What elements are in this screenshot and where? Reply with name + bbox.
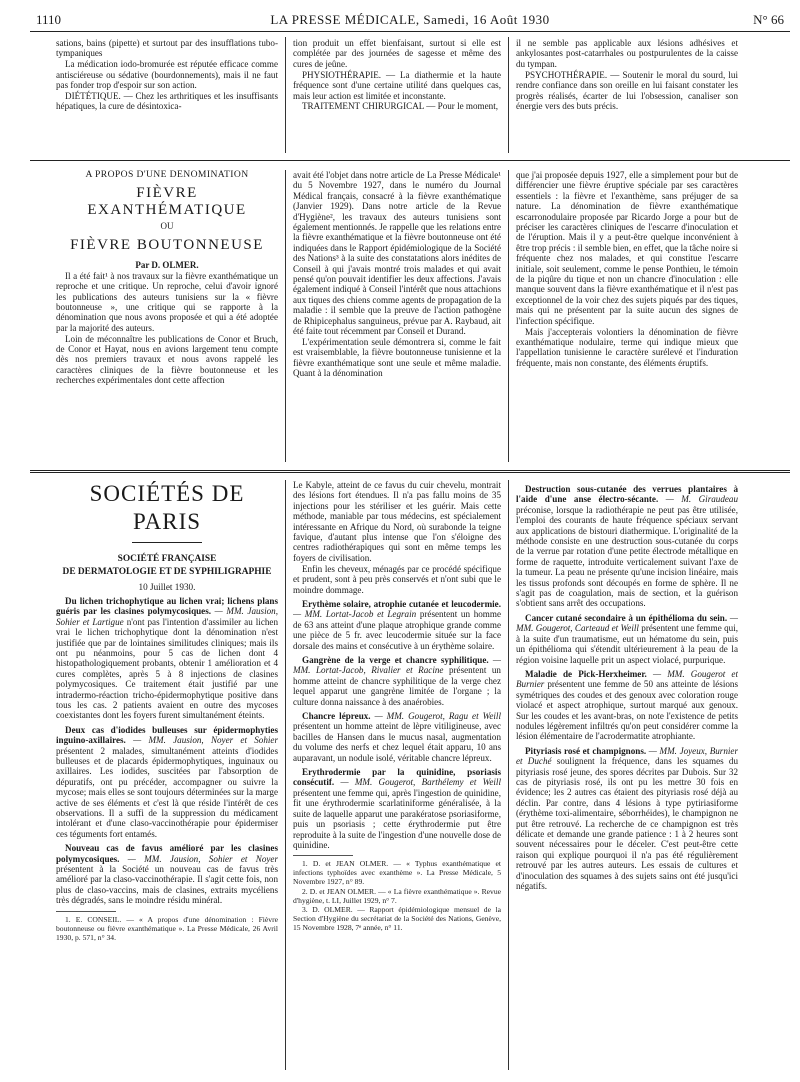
communication-title: Erythrodermie par la quinidine, psoriasis consécutif. <box>293 767 501 788</box>
article-title: FIÈVRE EXANTHÉMATIQUE <box>87 185 247 219</box>
society-name: SOCIÉTÉ FRANÇAISE <box>117 554 217 564</box>
column-divider <box>508 170 509 462</box>
communication-authors: — M. Giraudeau <box>665 494 738 505</box>
olmer-column-3 <box>516 170 738 468</box>
communication-text: présentent un homme atteint de chancre syphilitique de la verge chez lequel apparut une gangrène limitée de l'organe ; la culture donna naissance à des anaérobies. <box>293 665 501 707</box>
communication-authors: — MM. Jausion, Sohier et Noyer <box>127 853 278 864</box>
communication <box>293 711 501 763</box>
communication <box>516 484 738 609</box>
society-name-2: DE DERMATOLOGIE ET DE SYPHILIGRAPHIE <box>62 566 272 577</box>
header-rule <box>30 31 790 32</box>
top-column-3 <box>516 38 738 156</box>
communication <box>56 843 278 905</box>
section-rule <box>30 472 790 473</box>
paragraph: avait été l'objet dans notre article de La Presse Médicale¹ du 5 Novembre 1927, dans le numéro du Journal Médical français, consacré à la fièvre exanthématique (Janvier 1929). Dans notre article de la Revue d'Hygiène², les travaux des auteurs tunisiens sont également mentionnés. Je rappelle que les relations entre la fièvre exanthématique et la fièvre boutonneuse ont été indiquées dans le Rapport épidémiologique de la Société des Nations³ à la suite des constatations alors inédites de Conseil à qui j'avais montré trois malades et qui avait pensé qu'on pouvait identifier les deux affections. J'avais également indiqué à Conseil l'intérêt que nous attachions aux tiques des chiens comme agents de propagation de la maladie : il semble que la preuve de l'action pathogène de Rhipicephalus sanguineus, prévue par A. Raybaud, ait été faite tout récemment par Conseil et Durand. <box>293 170 501 337</box>
title-rule <box>132 542 202 543</box>
communication-authors: — MM. Gougerot et Burnier <box>516 668 738 690</box>
communication-authors: — MM. Joyeux, Burnier et Duché <box>516 745 738 767</box>
communication-authors: — MM. Jausion, Sohier et Lartigue <box>56 606 278 627</box>
paragraph: PHYSIOTHÉRAPIE. — La diathermie et la haute fréquence sont d'une certaine utilité dans quelques cas, mais leur action est limitée et inconstante. <box>293 69 501 101</box>
communication-title: Chancre lépreux. <box>302 711 371 722</box>
communication <box>56 596 278 721</box>
top-column-1 <box>56 38 278 156</box>
communications-list <box>56 596 278 906</box>
communication <box>293 767 501 850</box>
communication-authors: — MM. Lortat-Jacob, Rivalier et Racine <box>293 655 501 676</box>
section-rule <box>30 160 790 161</box>
communication-title: Maladie de Pick-Herxheimer. <box>525 668 647 679</box>
communication-text: présentent une femme qui, après l'ingestion de quinidine, fit une érythrodermie scarlatiniforme généralisée, à la suite de laquelle apparut une parakératose psoriasiforme, puis un psoriasis ; cette érythrodermie put être reproduite à la suite de l'ingestion d'une nouvelle dose de quinidine. <box>293 787 501 850</box>
communication-title: Destruction sous-cutanée des verrues plantaires à l'aide d'une anse électro-sécante. <box>516 484 738 505</box>
paragraph: L'expérimentation seule démontrera si, comme le fait est vraisemblable, la fièvre boutonneuse tunisienne et la fièvre exanthématique sont une seule et même maladie. Quant à la dénomination <box>293 337 501 379</box>
page-number: 1110 <box>36 12 62 27</box>
paragraph: que j'ai proposée depuis 1927, elle a simplement pour but de différencier une fièvre éruptive spéciale par ses caractères essentiels : la fièvre et l'exanthème, sans préjuger de sa nature. La dénomination de fièvre exanthématique escarronodulaire proposée par Ricardo Jorge a pour but de préciser les caractères cliniques de l'escarre d'inoculation et de l'éruption. Mais il y a peut-être quelque inconvénient à être trop précis : il semble bien, en effet, que la tâche noire si fréquente chez nos malades, et qui constitue l'escarre initiale, soit seulement, comme le pense Ponthieu, le témoin de la piqûre du tique et non un chancre d'inoculation : elle manque souvent dans la fièvre exanthématique et il n'est pas exceptionnel de la voir chez des sujets piqués par des tiques, mais qui ne présentent par la suite aucun des signes de l'infection spécifique. <box>516 170 738 326</box>
communication-authors: — MM. Gougerot, Carteaud et Weill <box>516 612 738 634</box>
communication-text: soulignent la fréquence, dans les squames du pityriasis rosé jeune, des spores décrites par Dubois. Sur 32 cas de pityriasis rosé, ils ont pu les mettre 30 fois en évidence; les 2 autres cas étaient des pityriasis rosé déjà au déclin. Par contre, dans 4 lésions à type pytiriasiforme (érythème toxi-alimentaire, séborrhéides), le champignon ne put être retrouvé. La recherche de ce champignon est très délicate et demande une grande patience : 1 à 2 heures sont souvent nécessaires pour le déceler. C'est peut-être cette raison qui explique pourquoi il n'a pas été régulièrement retrouvé par les autres auteurs. Les essais de cultures et d'inoculation des squames à des sujets sains ont été jusqu'ici négatifs. <box>516 756 738 892</box>
page-header <box>30 10 790 32</box>
communication-authors: — MM. Lortat-Jacob et Legrain <box>293 609 417 620</box>
paragraph: Il a été fait¹ à nos travaux sur la fièvre exanthématique un reproche et une critique. Un reproche, celui d'avoir ignoré les publications des auteurs tunisiens sur la « fièvre boutonneuse », une critique qui se rapporte à la dénomination que nous avons proposée et qui a été adoptée par la majorité des auteurs. <box>56 270 278 333</box>
societes-column-1 <box>56 480 278 1076</box>
paragraph: Enfin les cheveux, ménagés par ce procédé spécifique et prudent, sont à peu près conservés et n'ont subi que le moindre dommage. <box>293 563 501 595</box>
article-title-ou: OU <box>160 221 174 232</box>
communication <box>516 613 738 665</box>
footnote-rule <box>56 911 116 912</box>
communications-list <box>293 599 501 850</box>
paragraph: il ne semble pas applicable aux lésions adhésives et ankylosantes post-catarrhales ou postpurulentes de la caisse du tympan. <box>516 38 738 69</box>
article-author: Par D. OLMER. <box>135 259 199 270</box>
communication-title: Deux cas d'iodides bulleuses sur épidermophyties inguino-axillaires. <box>56 724 278 746</box>
column-divider <box>508 37 509 153</box>
communication-text: présentent un homme de 63 ans atteint d'une plaque atrophique grande comme une pièce de 5 fr. avec leucodermie située sur la face dorsale des mains et consécutive à un érythème solaire. <box>293 609 501 651</box>
communication-text: présentent 2 malades, simultanément atteints d'iodides bulleuses et de placards épidermophytiques, inguinaux ou axillaires. Les iodides, suscitées par l'absorption de dépuratifs, ont pu précéder, accompagner ou suivre la mycose; mais elles se sont toujours déterminées sur la marge active de ses éléments et c'est là que réside l'intérêt de ces observations. Il a suffi de la suppression du médicament intolérant et d'une claso-vaccinothérapie pour épidermiser ces téguments fort entamés. <box>56 745 278 839</box>
communication-text: présentent à la Société un nouveau cas de favus très amélioré par la claso-vaccinothérapie. Il s'agit cette fois, non plus de claso-vaccins, mais de clasines, extraits mycéliens très dégradés, sans le moindre résidu minéral. <box>56 864 278 906</box>
communication-authors: — MM. Gougerot, Barthélemy et Weill <box>340 777 501 788</box>
paragraph: PSYCHOTHÉRAPIE. — Soutenir le moral du sourd, lui rendre confiance dans son oreille en lui faisant constater les progrès réalisés, écarter de lui l'obsession, canaliser son énergie vers des buts précis. <box>516 69 738 111</box>
column-divider <box>285 170 286 462</box>
communication-text: présentent une femme qui, à la suite d'un traumatisme, eut un hématome du sein, puis un épithélioma qui s'étendit ultérieurement à la peau de la région voisine laquelle prit un aspect violacé, purpurique. <box>516 623 738 665</box>
paragraph: tion produit un effet bienfaisant, surtout si elle est complétée par des journées de sagesse et même des cures de jeûne. <box>293 38 501 69</box>
paragraph: Mais j'accepterais volontiers la dénomination de fièvre exanthématique nodulaire, terme qui indique mieux que l'appellation tunisienne le caractère surélevé et l'induration fréquente, mais non constante, des éléments éruptifs. <box>516 326 738 368</box>
communications-list <box>516 484 738 891</box>
communication-text: préconise, lorsque la radiothérapie ne peut pas être utilisée, l'emploi des courants de haute fréquence spéciaux servant aux applications de bistouri diathermique. L'originalité de la méthode consiste en une destruction sous-cutanée du corps de la verrue par rotation d'une petite électrode métallique en forme de raquette, introduite verticalement suivant l'axe de la tumeur. La peau ne présente qu'une incision linéaire, mais les tissus profonds sont découpés en forme de sphère. Il ne s'agit pas de coagulation, mais de section, et la guérison s'obtient sans arrêt des occupations. <box>516 504 738 609</box>
societes-column-2 <box>293 480 501 1076</box>
communication-text: présentent une femme de 50 ans atteinte de lésions symétriques des coudes et des genoux avec coloration rouge violacé et aspect atrophique, surtout marqué aux genoux. Sur les coudes et les avant-bras, on note l'existence de petits nodules légèrement infiltrés qu'on peut considérer comme la lésion élémentaire de l'acrodermatite atrophiante. <box>516 679 738 742</box>
paragraph: La médication iodo-bromurée est réputée efficace comme antisciéreuse ou sédative (bourdonnements), mais il ne faut pas fonder trop d'espoir sur son action. <box>56 59 278 91</box>
communication <box>293 655 501 707</box>
communication-text: n'ont pas l'intention d'assimiler au lichen vrai le lichen trichophytique dont la dénomination n'est justifiée que par de lointaines similitudes cliniques; mais ils ont pu néanmoins, pour 5 cas de lichen dont 4 histopathologiquement probants, obtenir 1 amélioration et 4 cures complètes, après 5 à 8 injections de clasines polymycosiques. Ce traitement était justifié par une intradermo-réaction tricho-épidermophytique positive dans tous les cas. 2 patients avaient en outre des mycoses coexistantes dont les foyers furent simultanément éteints. <box>56 616 278 721</box>
running-title: LA PRESSE MÉDICALE, Samedi, 16 Août 1930 <box>270 12 550 27</box>
communication-text: présentent un homme atteint de lèpre vitiligineuse, avec bacilles de Hansen dans le mucus nasal, augmentation du volume des nerfs et chez lequel était apparu, 10 ans auparavant, un nodule isolé, véritable chancre lépreux. <box>293 721 501 763</box>
paragraph: sations, bains (pipette) et surtout par des insufflations tubo-tympaniques <box>56 38 278 59</box>
column-divider <box>285 480 286 1070</box>
olmer-column-2 <box>293 170 501 468</box>
communication-title: Du lichen trichophytique au lichen vrai; lichens plans guéris par les clasines polymycosiques. <box>56 595 278 617</box>
footnote-rule <box>293 855 353 856</box>
footnote: 1. D. et JEAN OLMER. — « Typhus exanthématique et infections typhoïdes avec exanthème ». La Presse Médicale, 5 Novembre 1927, n° 89. <box>293 859 501 887</box>
communication <box>293 599 501 651</box>
paragraph: Le Kabyle, atteint de ce favus du cuir chevelu, montrait des lésions fort étendues. Il n'a pas fallu moins de 35 injections pour les stériliser et les guérir. Mais cette méthode, maniable par tous médecins, est spécialement intéressante en Afrique du Nord, où surabonde la teigne favique, d'autant plus intense que l'on s'éloigne des centres radiothérapiques qui sont en même temps les foyers de civilisation. <box>293 480 501 563</box>
article-kicker: A PROPOS D'UNE DÉNOMINATION <box>85 170 249 180</box>
top-column-2 <box>293 38 501 156</box>
column-divider <box>285 37 286 153</box>
communication-title: Nouveau cas de favus amélioré par les clasines polymycosiques. <box>56 843 278 864</box>
article-title-2: FIÈVRE BOUTONNEUSE <box>70 236 264 253</box>
communication-title: Gangrène de la verge et chancre syphilitique. <box>302 655 489 665</box>
footnote: 3. D. OLMER. — Rapport épidémiologique mensuel de la Section d'Hygiène du secrétariat de la Société des Nations, Genève, 15 Novembre 1928, 7ᵉ année, n° 11. <box>293 905 501 933</box>
communication <box>516 669 738 742</box>
communication-authors: — MM. Gougerot, Ragu et Weill <box>374 711 501 722</box>
paragraph: TRAITEMENT CHIRURGICAL — Pour le moment, <box>302 101 499 112</box>
paragraph: DIÉTÉTIQUE. — Chez les arthritiques et les insuffisants hépatiques, la cure de désintoxica- <box>56 91 278 112</box>
communication <box>516 746 738 892</box>
olmer-column-1 <box>56 170 278 468</box>
communication-title: Cancer cutané secondaire à un épithélioma du sein. <box>525 612 728 623</box>
paragraph: Loin de méconnaître les publications de Conor et Bruch, de Conor et Hayat, nous en avions largement tenu compte dès nos premiers travaux et nous avons rappelé les caractères cliniques de la fièvre boutonneuse et les recherches expérimentales dont cette affection <box>56 333 278 386</box>
communication-authors: — MM. Jausion, Noyer et Sohier <box>133 735 278 746</box>
communication-title: Pityriasis rosé et champignons. <box>525 745 647 756</box>
column-divider <box>508 480 509 1070</box>
communication <box>56 725 278 839</box>
section-rule <box>30 470 790 471</box>
issue-number: N° 66 <box>753 12 784 27</box>
footnote: 1. E. CONSEIL. — « A propos d'une dénomination : Fièvre boutonneuse ou fièvre exanthématique ». La Presse Médicale, 26 Avril 1930, p. 571, n° 34. <box>56 914 278 942</box>
societes-column-3 <box>516 480 738 1076</box>
section-title: SOCIÉTÉS DE PARIS <box>89 481 245 534</box>
communication-title: Erythème solaire, atrophie cutanée et leucodermie. <box>302 598 501 609</box>
session-date: 10 Juillet 1930. <box>138 581 196 592</box>
footnote: 2. D. et JEAN OLMER. — « La fièvre exanthématique ». Revue d'hygiène, t. LI, Juillet 1929, n° 7. <box>293 886 501 905</box>
